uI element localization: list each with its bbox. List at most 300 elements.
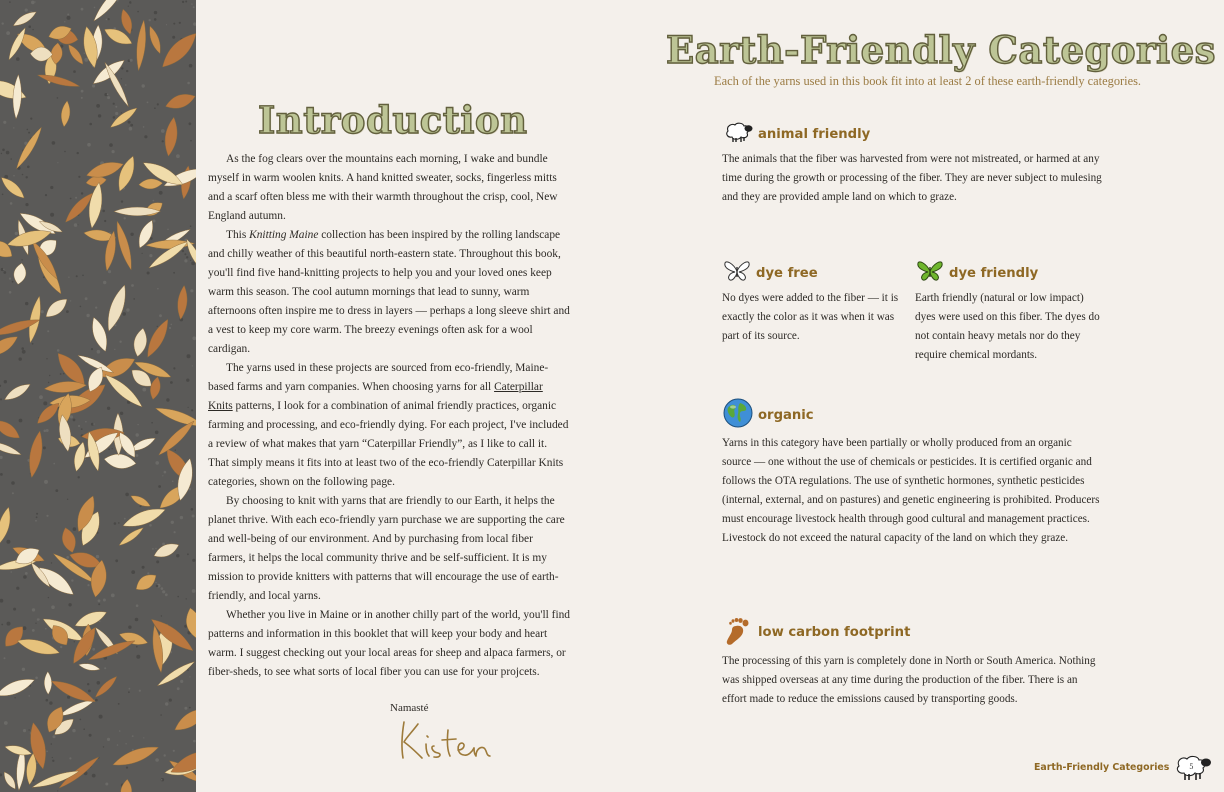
asphalt-speck [69, 757, 71, 759]
category-low-carbon-footprint [722, 616, 1102, 709]
leaf [143, 317, 173, 360]
asphalt-speck [152, 548, 154, 550]
asphalt-speck [83, 728, 85, 730]
asphalt-speck [155, 431, 159, 435]
asphalt-speck [103, 281, 106, 284]
asphalt-speck [81, 97, 83, 99]
asphalt-speck [88, 690, 91, 693]
category-dye-friendly [915, 261, 1100, 365]
asphalt-speck [87, 143, 91, 147]
leaf [57, 754, 101, 791]
asphalt-speck [136, 646, 138, 648]
asphalt-speck [57, 162, 58, 163]
asphalt-speck [21, 347, 24, 350]
asphalt-speck [91, 348, 93, 350]
asphalt-speck [153, 200, 155, 202]
asphalt-speck [35, 677, 38, 680]
asphalt-speck [72, 729, 75, 732]
asphalt-speck [104, 220, 106, 222]
asphalt-speck [92, 84, 95, 87]
asphalt-speck [114, 522, 117, 525]
asphalt-speck [184, 707, 187, 710]
asphalt-speck [190, 260, 191, 261]
asphalt-speck [14, 697, 15, 698]
asphalt-speck [85, 297, 88, 300]
asphalt-speck [130, 59, 133, 62]
asphalt-speck [6, 540, 10, 544]
asphalt-speck [73, 419, 76, 422]
asphalt-speck [64, 21, 65, 22]
leaf [171, 703, 196, 735]
leaf [73, 607, 109, 631]
asphalt-speck [121, 67, 123, 69]
asphalt-speck [128, 626, 131, 629]
asphalt-speck [49, 375, 50, 376]
asphalt-speck [130, 233, 133, 236]
asphalt-speck [78, 425, 80, 427]
asphalt-speck [25, 572, 28, 575]
asphalt-speck [119, 730, 121, 732]
asphalt-speck [154, 11, 157, 14]
asphalt-speck [149, 524, 152, 527]
asphalt-speck [114, 349, 115, 350]
category-title: dye free [756, 265, 818, 281]
leaf [88, 315, 111, 353]
intro-paragraph-5: Whether you live in Maine or in another chilly part of the world, you'll find patterns and information in this booklet that will keep your body and heart warm. I suggest checking out your local areas for sheep and alpaca farmers, or fiber-sheds, to see what sorts of local fiber you can use for your projcets. [208, 609, 570, 678]
leaf [0, 439, 22, 458]
asphalt-speck [82, 275, 84, 277]
asphalt-speck [51, 605, 55, 609]
asphalt-speck [160, 714, 162, 716]
asphalt-speck [16, 57, 20, 61]
asphalt-speck [162, 590, 165, 593]
asphalt-speck [113, 116, 116, 119]
asphalt-speck [52, 141, 56, 145]
asphalt-speck [89, 123, 92, 126]
signoff: Namasté [390, 702, 429, 714]
leaf [66, 42, 86, 66]
asphalt-speck [77, 152, 79, 154]
asphalt-speck [89, 734, 92, 737]
asphalt-speck [22, 668, 25, 671]
asphalt-speck [105, 783, 108, 786]
asphalt-speck [109, 143, 113, 147]
white-butterfly-icon [722, 259, 752, 288]
asphalt-speck [107, 94, 109, 96]
leaf [114, 154, 139, 193]
asphalt-speck [191, 262, 195, 266]
asphalt-speck [157, 288, 159, 290]
asphalt-speck [159, 314, 162, 317]
asphalt-speck [51, 743, 53, 745]
asphalt-speck [96, 104, 100, 108]
asphalt-speck [128, 6, 129, 7]
asphalt-speck [60, 646, 62, 648]
asphalt-speck [77, 224, 78, 225]
asphalt-speck [30, 118, 32, 120]
asphalt-speck [37, 618, 40, 621]
asphalt-speck [189, 676, 190, 677]
asphalt-speck [99, 715, 103, 719]
asphalt-speck [85, 459, 86, 460]
asphalt-speck [0, 398, 2, 400]
leaf [26, 430, 45, 478]
asphalt-speck [129, 1, 132, 4]
asphalt-speck [67, 14, 69, 16]
asphalt-speck [169, 327, 171, 329]
asphalt-speck [162, 140, 164, 142]
asphalt-speck [3, 268, 5, 270]
leaf [0, 174, 27, 201]
asphalt-speck [173, 272, 175, 274]
asphalt-speck [187, 553, 189, 555]
asphalt-speck [149, 254, 152, 257]
asphalt-speck [6, 31, 10, 35]
asphalt-speck [133, 298, 135, 300]
asphalt-speck [76, 275, 78, 277]
earth-globe-icon [722, 397, 754, 434]
asphalt-speck [19, 357, 22, 360]
asphalt-speck [74, 641, 75, 642]
asphalt-speck [166, 24, 167, 25]
asphalt-speck [170, 381, 173, 384]
asphalt-speck [126, 70, 128, 72]
asphalt-speck [57, 790, 58, 791]
leaf [131, 327, 149, 358]
asphalt-speck [23, 626, 27, 630]
asphalt-speck [113, 103, 115, 105]
asphalt-speck [74, 223, 78, 227]
asphalt-speck [92, 774, 96, 778]
asphalt-speck [22, 350, 26, 354]
asphalt-speck [66, 556, 69, 559]
asphalt-speck [4, 380, 7, 383]
introduction-body [208, 150, 570, 682]
asphalt-speck [93, 423, 95, 425]
asphalt-speck [136, 433, 139, 436]
asphalt-speck [125, 493, 129, 497]
category-title: animal friendly [758, 126, 871, 142]
asphalt-speck [102, 210, 105, 213]
leaf [93, 674, 119, 699]
leaf [1, 770, 18, 791]
asphalt-speck [161, 615, 162, 616]
asphalt-speck [32, 629, 35, 632]
asphalt-speck [177, 687, 180, 690]
asphalt-speck [184, 253, 186, 255]
asphalt-speck [9, 291, 12, 294]
asphalt-speck [52, 760, 54, 762]
asphalt-speck [173, 23, 175, 25]
asphalt-speck [166, 398, 169, 401]
asphalt-speck [87, 683, 89, 685]
leaf [138, 178, 162, 190]
signature-kristen [396, 716, 496, 767]
asphalt-speck [3, 271, 6, 274]
asphalt-speck [80, 306, 82, 308]
asphalt-speck [4, 721, 8, 725]
asphalt-speck [50, 186, 53, 189]
leaf [113, 220, 135, 271]
asphalt-speck [164, 471, 167, 474]
leaf [0, 332, 21, 361]
asphalt-speck [159, 191, 163, 195]
asphalt-speck [117, 744, 119, 746]
asphalt-speck [52, 757, 53, 758]
asphalt-speck [115, 106, 117, 108]
asphalt-speck [97, 681, 101, 685]
asphalt-speck [193, 740, 196, 743]
asphalt-speck [15, 232, 18, 235]
leaf [78, 662, 101, 672]
asphalt-speck [165, 593, 168, 596]
asphalt-speck [131, 284, 134, 287]
introduction-title: Introduction [258, 98, 528, 142]
asphalt-speck [193, 22, 196, 25]
asphalt-speck [70, 198, 72, 200]
asphalt-speck [4, 657, 6, 659]
asphalt-speck [151, 422, 153, 424]
asphalt-speck [32, 608, 35, 611]
asphalt-speck [50, 213, 54, 217]
asphalt-speck [176, 554, 179, 557]
asphalt-speck [9, 1, 11, 3]
asphalt-speck [106, 19, 108, 21]
asphalt-speck [81, 428, 83, 430]
asphalt-speck [164, 754, 166, 756]
asphalt-speck [190, 140, 192, 142]
asphalt-speck [43, 446, 46, 449]
asphalt-speck [95, 699, 98, 702]
asphalt-speck [51, 562, 52, 563]
asphalt-speck [10, 202, 13, 205]
category-title: dye friendly [949, 265, 1039, 281]
asphalt-speck [21, 259, 22, 260]
asphalt-speck [81, 8, 84, 11]
asphalt-speck [191, 3, 192, 4]
asphalt-speck [173, 367, 175, 369]
asphalt-speck [1, 153, 2, 154]
asphalt-speck [46, 699, 49, 702]
asphalt-speck [118, 522, 120, 524]
page-number: 5 [1189, 762, 1194, 771]
asphalt-speck [173, 750, 175, 752]
intro-paragraph-3: The yarns used in these projects are sourced from eco-friendly, Maine-based farms and yarn companies. When choosing yarns for all Caterpillar Knits patterns, I look for a combination of animal friendly practices, organic farming and processing, and eco-friendly dying. For each project, I've included a review of what makes that yarn “Caterpillar Friendly”, as I like to call it. That simply means it fits into at least two of the eco-friendly Caterpillar Knits categories, shown on the following page. [208, 362, 569, 488]
page-footer [1034, 752, 1215, 782]
asphalt-speck [9, 278, 11, 280]
asphalt-speck [64, 151, 66, 153]
asphalt-speck [25, 302, 28, 305]
asphalt-speck [80, 719, 82, 721]
asphalt-speck [108, 448, 110, 450]
asphalt-speck [137, 424, 138, 425]
asphalt-speck [11, 481, 15, 485]
asphalt-speck [60, 373, 62, 375]
asphalt-speck [107, 407, 110, 410]
asphalt-speck [188, 407, 189, 408]
book-title-italic: Knitting Maine [249, 229, 319, 241]
asphalt-speck [107, 96, 110, 99]
asphalt-speck [53, 463, 55, 465]
asphalt-speck [142, 566, 145, 569]
leaf [86, 181, 105, 229]
asphalt-speck [35, 520, 37, 522]
leaf [164, 90, 196, 112]
asphalt-speck [161, 587, 164, 590]
asphalt-speck [70, 300, 71, 301]
asphalt-speck [187, 670, 189, 672]
asphalt-speck [193, 6, 195, 8]
asphalt-speck [2, 194, 4, 196]
asphalt-speck [68, 603, 71, 606]
asphalt-speck [45, 628, 47, 630]
asphalt-speck [192, 559, 195, 562]
asphalt-speck [187, 354, 191, 358]
caterpillar-knits-link[interactable]: Caterpillar Knits [208, 381, 543, 412]
asphalt-speck [158, 485, 161, 488]
asphalt-speck [31, 1, 35, 5]
asphalt-speck [57, 349, 60, 352]
asphalt-speck [142, 388, 146, 392]
asphalt-speck [155, 548, 156, 549]
asphalt-speck [189, 122, 192, 125]
leaf [0, 674, 37, 700]
asphalt-speck [67, 499, 68, 500]
asphalt-speck [137, 11, 139, 13]
asphalt-speck [97, 350, 101, 354]
asphalt-speck [186, 379, 189, 382]
leaf [117, 525, 145, 548]
asphalt-speck [12, 492, 14, 494]
asphalt-speck [155, 461, 159, 465]
asphalt-speck [122, 312, 126, 316]
asphalt-speck [112, 150, 115, 153]
asphalt-speck [46, 515, 48, 517]
asphalt-speck [4, 175, 8, 179]
leaf [11, 9, 38, 29]
category-description: Earth friendly (natural or low impact) dyes were used on this fiber. The dyes do not contain heavy metals nor do they require chemical mordants. [915, 292, 1100, 361]
asphalt-speck [107, 738, 110, 741]
asphalt-speck [0, 456, 3, 459]
asphalt-speck [161, 129, 165, 133]
asphalt-speck [23, 729, 26, 732]
asphalt-speck [27, 129, 29, 131]
asphalt-speck [172, 481, 174, 483]
asphalt-speck [13, 608, 16, 611]
asphalt-speck [169, 699, 172, 702]
asphalt-speck [85, 421, 87, 423]
asphalt-speck [41, 310, 44, 313]
asphalt-speck [35, 1, 36, 2]
asphalt-speck [2, 149, 5, 152]
leaf [146, 25, 163, 55]
asphalt-speck [190, 225, 192, 227]
green-butterfly-icon [915, 259, 945, 288]
asphalt-speck [78, 476, 80, 478]
autumn-leaves-photo [0, 0, 196, 792]
leaf [103, 283, 131, 333]
asphalt-speck [179, 22, 181, 24]
asphalt-speck [78, 176, 80, 178]
asphalt-speck [111, 594, 115, 598]
asphalt-speck [147, 272, 150, 275]
asphalt-speck [44, 480, 48, 484]
asphalt-speck [7, 622, 11, 626]
asphalt-speck [154, 18, 157, 21]
sheep-icon [722, 120, 754, 149]
asphalt-speck [46, 429, 49, 432]
asphalt-speck [28, 695, 30, 697]
asphalt-speck [47, 330, 49, 332]
asphalt-speck [135, 618, 139, 622]
asphalt-speck [26, 176, 28, 178]
asphalt-speck [180, 516, 183, 519]
asphalt-speck [118, 703, 120, 705]
asphalt-speck [43, 276, 45, 278]
asphalt-speck [184, 259, 187, 262]
asphalt-speck [147, 572, 149, 574]
asphalt-speck [25, 203, 28, 206]
asphalt-speck [185, 1, 187, 3]
asphalt-speck [0, 473, 3, 476]
asphalt-speck [165, 702, 168, 705]
asphalt-speck [129, 127, 133, 131]
asphalt-speck [96, 555, 99, 558]
asphalt-speck [161, 779, 162, 780]
asphalt-speck [92, 648, 95, 651]
asphalt-speck [128, 691, 130, 693]
category-description: Yarns in this category have been partially or wholly produced from an organic source — one without the use of chemicals or pesticides. It is certified organic and follows the OTA regulations. The use of synthetic hormones, synthetic pesticides (internal, external, and on pastures) and genetic engineering is prohibited. Producers must encourage livestock health through good cultural and management practices. Livestock do not exceed the natural capacity of the land on which they graze. [722, 437, 1100, 544]
asphalt-speck [171, 521, 174, 524]
asphalt-speck [32, 29, 33, 30]
category-title: low carbon footprint [758, 624, 911, 640]
asphalt-speck [32, 343, 34, 345]
asphalt-speck [121, 200, 123, 202]
asphalt-speck [144, 135, 147, 138]
asphalt-speck [87, 584, 89, 586]
asphalt-speck [16, 587, 19, 590]
asphalt-speck [81, 192, 83, 194]
asphalt-speck [2, 22, 4, 24]
asphalt-speck [19, 419, 23, 423]
asphalt-speck [115, 559, 118, 562]
asphalt-speck [94, 7, 96, 9]
leaf [176, 285, 189, 320]
asphalt-speck [125, 743, 126, 744]
asphalt-speck [142, 253, 143, 254]
asphalt-speck [143, 126, 145, 128]
asphalt-speck [192, 365, 193, 366]
asphalt-speck [120, 412, 123, 415]
asphalt-speck [192, 336, 196, 340]
asphalt-speck [121, 112, 122, 113]
leaf [37, 72, 81, 90]
asphalt-speck [48, 382, 49, 383]
asphalt-speck [112, 448, 113, 449]
sheep-page-icon [1173, 752, 1215, 782]
asphalt-speck [25, 9, 28, 12]
asphalt-speck [108, 270, 111, 273]
asphalt-speck [124, 518, 126, 520]
asphalt-speck [129, 688, 131, 690]
leaf [4, 743, 33, 758]
asphalt-speck [155, 758, 159, 762]
asphalt-speck [115, 112, 118, 115]
asphalt-speck [189, 64, 193, 68]
asphalt-speck [136, 655, 140, 659]
asphalt-speck [70, 415, 73, 418]
asphalt-speck [180, 680, 183, 683]
